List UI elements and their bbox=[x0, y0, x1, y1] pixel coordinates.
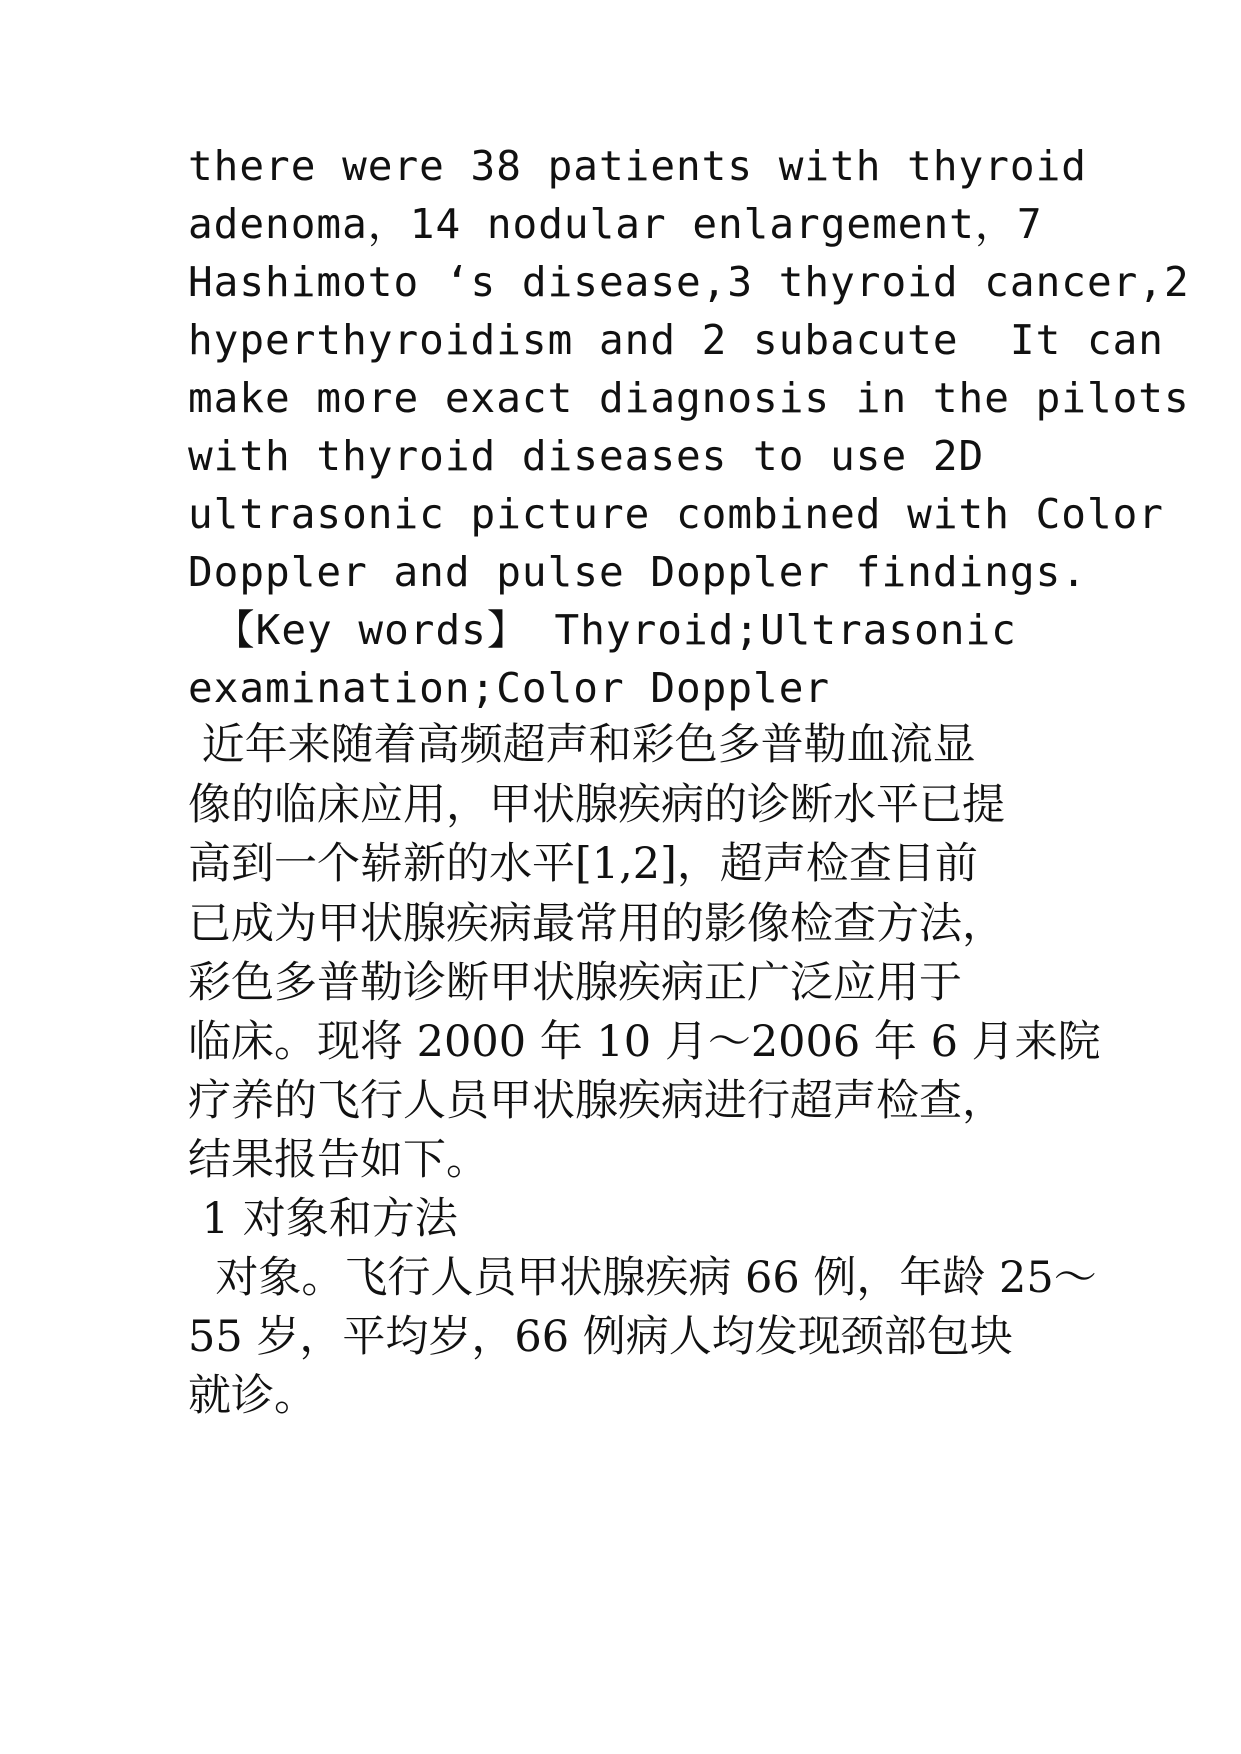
intro-line: 已成为甲状腺疾病最常用的影像检查方法， bbox=[188, 899, 1005, 949]
abstract-line: Doppler and pulse Doppler findings. bbox=[188, 548, 1087, 596]
abstract-line: hyperthyroidism and 2 subacute It can bbox=[188, 316, 1164, 364]
methods-line: 55 岁，平均岁，66 例病人均发现颈部包块 bbox=[188, 1312, 1013, 1362]
intro-line: 临床。现将 2000 年 10 月～2006 年 6 月来院 bbox=[188, 1017, 1101, 1067]
intro-line: 疗养的飞行人员甲状腺疾病进行超声检查， bbox=[188, 1076, 1005, 1126]
keywords-line: examination;Color Doppler bbox=[188, 664, 831, 712]
abstract-line: there were 38 patients with thyroid bbox=[188, 142, 1087, 190]
abstract-line: make more exact diagnosis in the pilots bbox=[188, 374, 1190, 422]
abstract-line: Hashimoto ‘s disease,3 thyroid cancer,2 bbox=[188, 258, 1190, 306]
intro-line: 近年来随着高频超声和彩色多普勒血流显 bbox=[188, 720, 976, 770]
intro-line: 像的临床应用，甲状腺疾病的诊断水平已提 bbox=[188, 780, 1005, 830]
abstract-line: adenoma，14 nodular enlargement，7 bbox=[188, 200, 1043, 248]
intro-line: 高到一个崭新的水平[1,2]，超声检查目前 bbox=[188, 839, 978, 889]
intro-line: 彩色多普勒诊断甲状腺疾病正广泛应用于 bbox=[188, 958, 962, 1008]
methods-line: 就诊。 bbox=[188, 1371, 317, 1421]
section-heading: 1 对象和方法 bbox=[188, 1194, 458, 1244]
methods-line: 对象。飞行人员甲状腺疾病 66 例，年龄 25～ bbox=[188, 1253, 1097, 1303]
intro-line: 结果报告如下。 bbox=[188, 1135, 489, 1185]
keywords-line: 【Key words】 Thyroid;Ultrasonic bbox=[188, 606, 1017, 654]
abstract-line: ultrasonic picture combined with Color bbox=[188, 490, 1164, 538]
abstract-line: with thyroid diseases to use 2D bbox=[188, 432, 985, 480]
